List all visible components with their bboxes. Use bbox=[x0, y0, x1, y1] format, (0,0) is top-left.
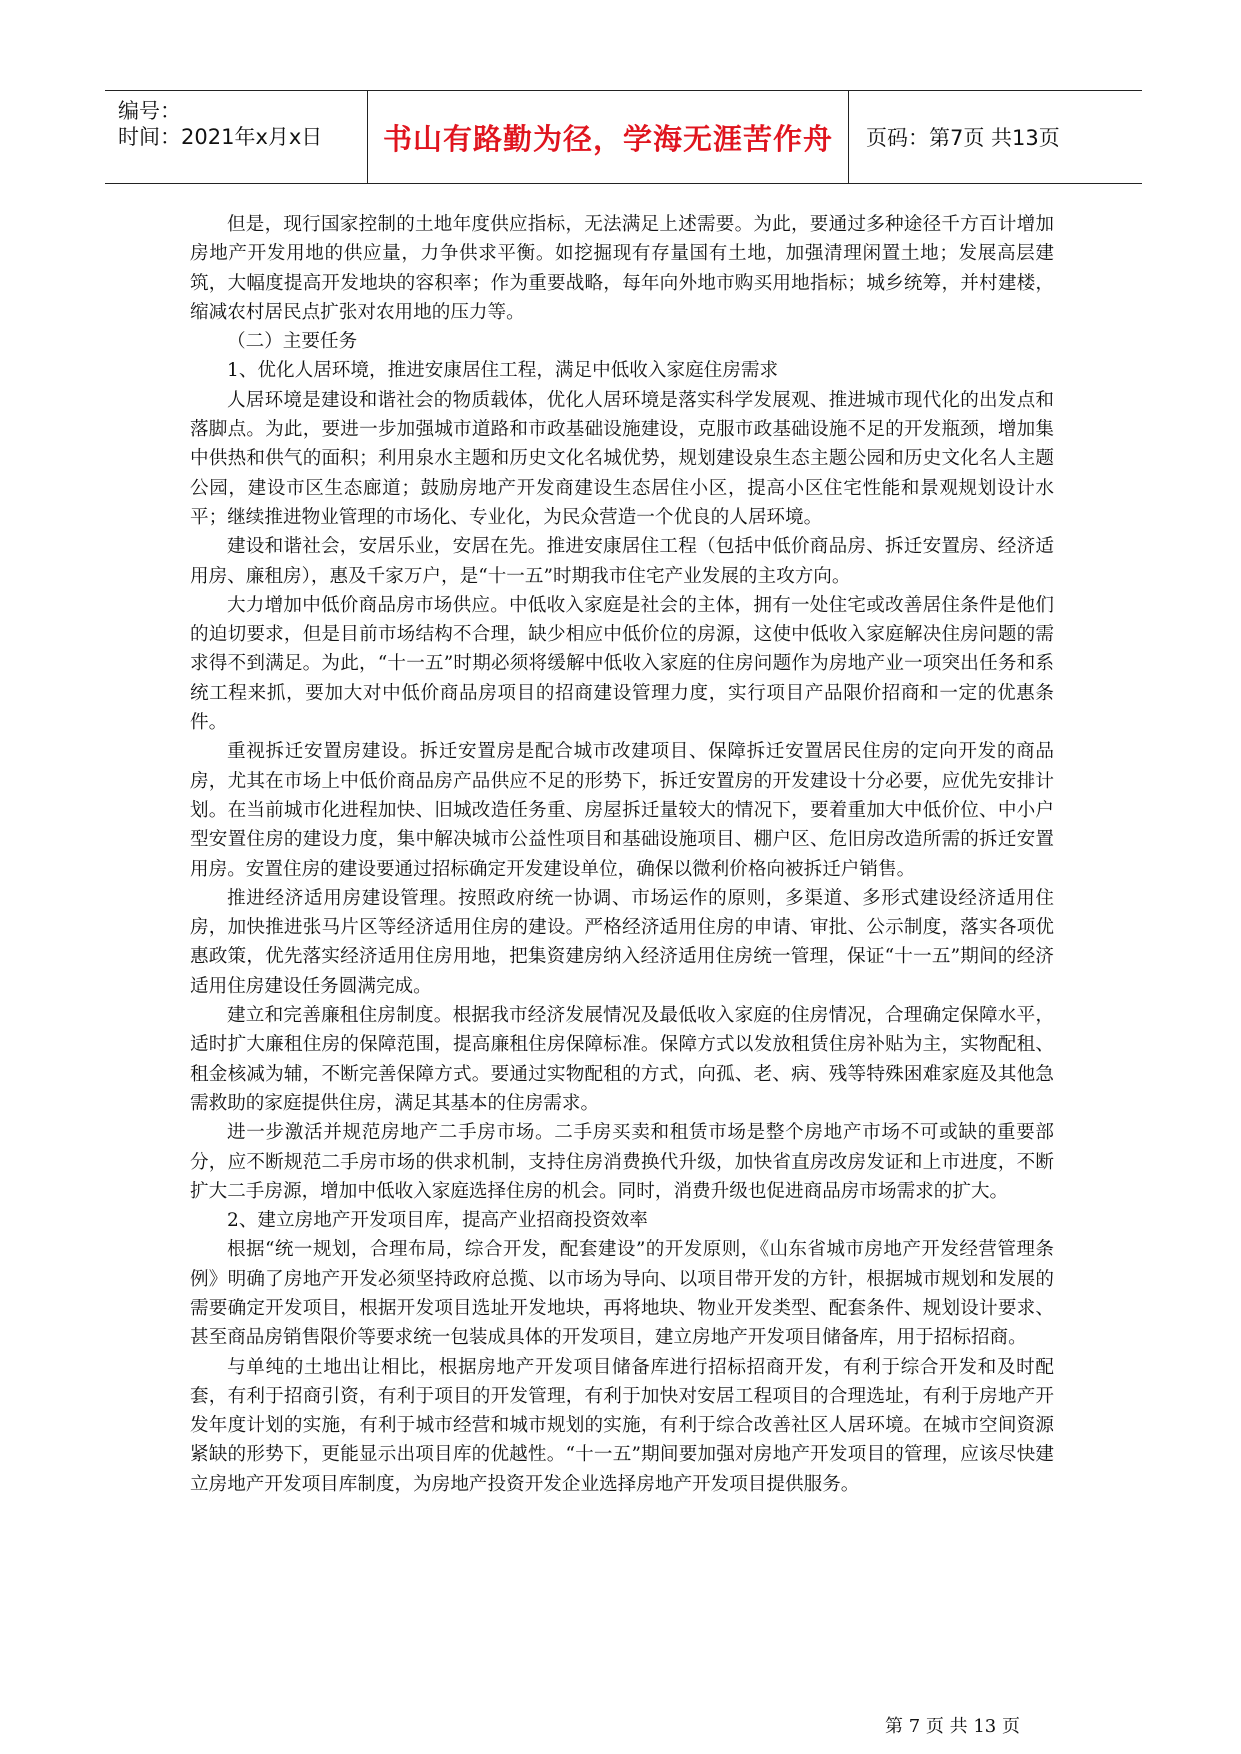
body-paragraph: 建立和完善廉租住房制度。根据我市经济发展情况及最低收入家庭的住房情况，合理确定保障水平，适时扩大廉租住房的保障范围，提高廉租住房保障标准。保障方式以发放租赁住房补贴为主，实物配租、租金核减为辅，不断完善保障方式。要通过实物配租的方式，向孤、老、病、残等特殊困难家庭及其他急需救助的家庭提供住房，满足其基本的住房需求。 bbox=[190, 1005, 1054, 1114]
body-paragraph: 与单纯的土地出让相比，根据房地产开发项目储备库进行招标招商开发，有利于综合开发和及时配套，有利于招商引资，有利于项目的开发管理，有利于加快对安居工程项目的合理选址，有利于房地产开发年度计划的实施，有利于城市经营和城市规划的实施，有利于综合改善社区人居环境。在城市空间资源紧缺的形势下，更能显示出项目库的优越性。“十一五”期间要加强对房地产开发项目的管理，应该尽快建立房地产开发项目库制度，为房地产投资开发企业选择房地产开发项目提供服务。 bbox=[190, 1356, 1054, 1495]
header-slogan-cell bbox=[368, 91, 849, 183]
body-paragraph: 人居环境是建设和谐社会的物质载体，优化人居环境是落实科学发展观、推进城市现代化的出发点和落脚点。为此，要进一步加强城市道路和市政基础设施建设，克服市政基础设施不足的开发瓶颈，增加集中供热和供气的面积；利用泉水主题和历史文化名城优势，规划建设泉生态主题公园和历史文化名人主题公园，建设市区生态廊道；鼓励房地产开发商建设生态居住小区，提高小区住宅性能和景观规划设计水平；继续推进物业管理的市场化、专业化，为民众营造一个优良的人居环境。 bbox=[190, 389, 1054, 528]
page-header bbox=[105, 90, 1142, 184]
section-heading: （二）主要任务 bbox=[227, 331, 358, 353]
page-footer: 第 7 页 共 13 页 bbox=[885, 1716, 1020, 1737]
subsection-heading: 2、建立房地产开发项目库，提高产业招商投资效率 bbox=[227, 1210, 648, 1232]
document-number-label: 编号： bbox=[118, 99, 181, 123]
body-paragraph: 根据“统一规划，合理布局，综合开发，配套建设”的开发原则，《山东省城市房地产开发经营管理条例》明确了房地产开发必须坚持政府总揽、以市场为导向、以项目带开发的方针，根据城市规划和发展的需要确定开发项目，根据开发项目选址开发地块，再将地块、物业开发类型、配套条件、规划设计要求、甚至商品房销售限价等要求统一包装成具体的开发项目，建立房地产开发项目储备库，用于招标招商。 bbox=[190, 1239, 1054, 1349]
body-paragraph: 进一步激活并规范房地产二手房市场。二手房买卖和租赁市场是整个房地产市场不可或缺的重要部分，应不断规范二手房市场的供求机制，支持住房消费换代升级，加快省直房改房发证和上市进度，不断扩大二手房源，增加中低收入家庭选择住房的机会。同时，消费升级也促进商品房市场需求的扩大。 bbox=[190, 1122, 1054, 1202]
body-paragraph: 重视拆迁安置房建设。拆迁安置房是配合城市改建项目、保障拆迁安置居民住房的定向开发的商品房，尤其在市场上中低价商品房产品供应不足的形势下，拆迁安置房的开发建设十分必要，应优先安排计划。在当前城市化进程加快、旧城改造任务重、房屋拆迁量较大的情况下，要着重加大中低价位、中小户型安置住房的建设力度，集中解决城市公益性项目和基础设施项目、棚户区、危旧房改造所需的拆迁安置用房。安置住房的建设要通过招标确定开发建设单位，确保以微利价格向被拆迁户销售。 bbox=[190, 741, 1054, 880]
header-page-info: 页码：第7页 共13页 bbox=[866, 126, 1060, 150]
body-paragraph: 但是，现行国家控制的土地年度供应指标，无法满足上述需要。为此，要通过多种途径千方百计增加房地产开发用地的供应量，力争供求平衡。如挖掘现有存量国有土地，加强清理闲置土地；发展高层建筑，大幅度提高开发地块的容积率；作为重要战略，每年向外地市购买用地指标；城乡统筹，并村建楼，缩减农村居民点扩张对农用地的压力等。 bbox=[190, 214, 1054, 323]
header-meta-cell bbox=[105, 91, 368, 183]
body-paragraph: 建设和谐社会，安居乐业，安居在先。推进安康居住工程（包括中低价商品房、拆迁安置房、经济适用房、廉租房），惠及千家万户，是“十一五”时期我市住宅产业发展的主攻方向。 bbox=[190, 536, 1054, 587]
document-time-label: 时间：2021年x月x日 bbox=[118, 125, 323, 149]
header-page-cell bbox=[850, 91, 1142, 183]
subsection-heading: 1、优化人居环境，推进安康居住工程，满足中低收入家庭住房需求 bbox=[227, 360, 779, 382]
body-paragraph: 推进经济适用房建设管理。按照政府统一协调、市场运作的原则，多渠道、多形式建设经济适用住房，加快推进张马片区等经济适用住房的建设。严格经济适用住房的申请、审批、公示制度，落实各项优惠政策，优先落实经济适用住房用地，把集资建房纳入经济适用住房统一管理，保证“十一五”期间的经济适用住房建设任务圆满完成。 bbox=[190, 887, 1054, 997]
body-paragraph: 大力增加中低价商品房市场供应。中低收入家庭是社会的主体，拥有一处住宅或改善居住条件是他们的迫切要求，但是目前市场结构不合理，缺少相应中低价位的房源，这使中低收入家庭解决住房问题的需求得不到满足。为此，“十一五”时期必须将缓解中低收入家庭的住房问题作为房地产业一项突出任务和系统工程来抓，要加大对中低价商品房项目的招商建设管理力度，实行项目产品限价招商和一定的优惠条件。 bbox=[190, 594, 1054, 734]
document-body bbox=[190, 210, 1054, 1499]
header-slogan: 书山有路勤为径，学海无涯苦作舟 bbox=[382, 121, 833, 156]
